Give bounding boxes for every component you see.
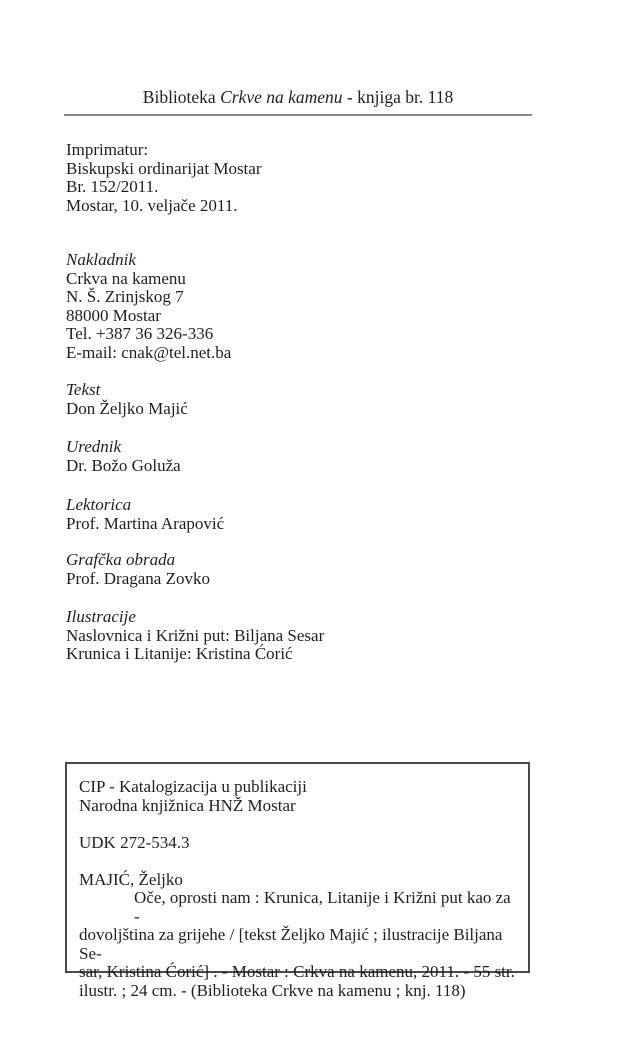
text-author-section [66, 381, 536, 418]
proofreader-name: Prof. Martina Arapović [66, 513, 225, 533]
imprimatur-line: Imprimatur: [66, 140, 149, 159]
illustrations-section [66, 608, 536, 664]
publisher-name: Crkva na kamenu [66, 268, 186, 288]
cip-spacer [79, 815, 520, 834]
text-author-label: Tekst [66, 380, 101, 399]
publisher-phone: Tel. +387 36 326-336 [66, 324, 214, 343]
header-rule [64, 114, 532, 116]
imprimatur-line: Biskupski ordinarijat Mostar [66, 158, 262, 178]
publisher-label: Nakladnik [66, 250, 136, 269]
editor-name: Dr. Božo Goluža [66, 455, 181, 475]
graphic-design-label: Grafčka obrada [66, 550, 176, 569]
cip-title-line: CIP - Katalogizacija u publikaciji [79, 777, 307, 796]
publisher-section [66, 251, 536, 362]
proofreader-label: Lektorica [66, 495, 132, 514]
editor-label: Urednik [66, 437, 122, 456]
illustrations-label: Ilustracije [66, 607, 136, 626]
imprimatur-line: Mostar, 10. veljače 2011. [66, 195, 238, 215]
graphic-design-name: Prof. Dragana Zovko [66, 568, 210, 588]
cip-entry-line: ilustr. ; 24 cm. - (Biblioteka Crkve na kamenu ; knj. 118) [79, 980, 466, 1000]
proofreader-section [66, 496, 536, 533]
series-title: Crkve na kamenu [220, 87, 343, 107]
series-header-prefix: Biblioteka [142, 87, 221, 107]
cip-entry-line: dovoljština za grijehe / [tekst Željko Majić ; ilustracije Biljana Se- [79, 925, 503, 963]
series-header-suffix: - knjiga br. 118 [342, 87, 454, 107]
illustrations-rosary-credit: Krunica i Litanije: Kristina Ćorić [66, 644, 293, 663]
publisher-city: 88000 Mostar [66, 305, 161, 325]
imprimatur-line: Br. 152/2011. [66, 177, 159, 196]
publisher-email: E-mail: cnak@tel.net.ba [66, 342, 232, 362]
cip-entry-line: sar, Kristina Ćorić] . - Mostar : Crkva na kamenu, 2011. - 55 str. [79, 962, 515, 981]
cip-catalog-box [65, 762, 530, 1000]
cip-library-line: Narodna knjižnica HNŽ Mostar [79, 795, 296, 815]
cip-udk-line: UDK 272-534.3 [79, 832, 190, 852]
illustrations-cover-credit: Naslovnica i Križni put: Biljana Sesar [66, 625, 325, 645]
cip-entry-line: Oče, oprosti nam : Krunica, Litanije i Križni put kao za - [134, 888, 511, 926]
imprimatur-section [66, 141, 536, 215]
text-author-name: Don Željko Majić [66, 398, 188, 418]
graphic-design-section [66, 551, 536, 588]
editor-section [66, 438, 536, 475]
series-header [64, 86, 532, 108]
cip-spacer [79, 852, 520, 871]
cip-author-line: MAJIĆ, Željko [79, 869, 183, 889]
publisher-street: N. Š. Zrinjskog 7 [66, 287, 184, 306]
